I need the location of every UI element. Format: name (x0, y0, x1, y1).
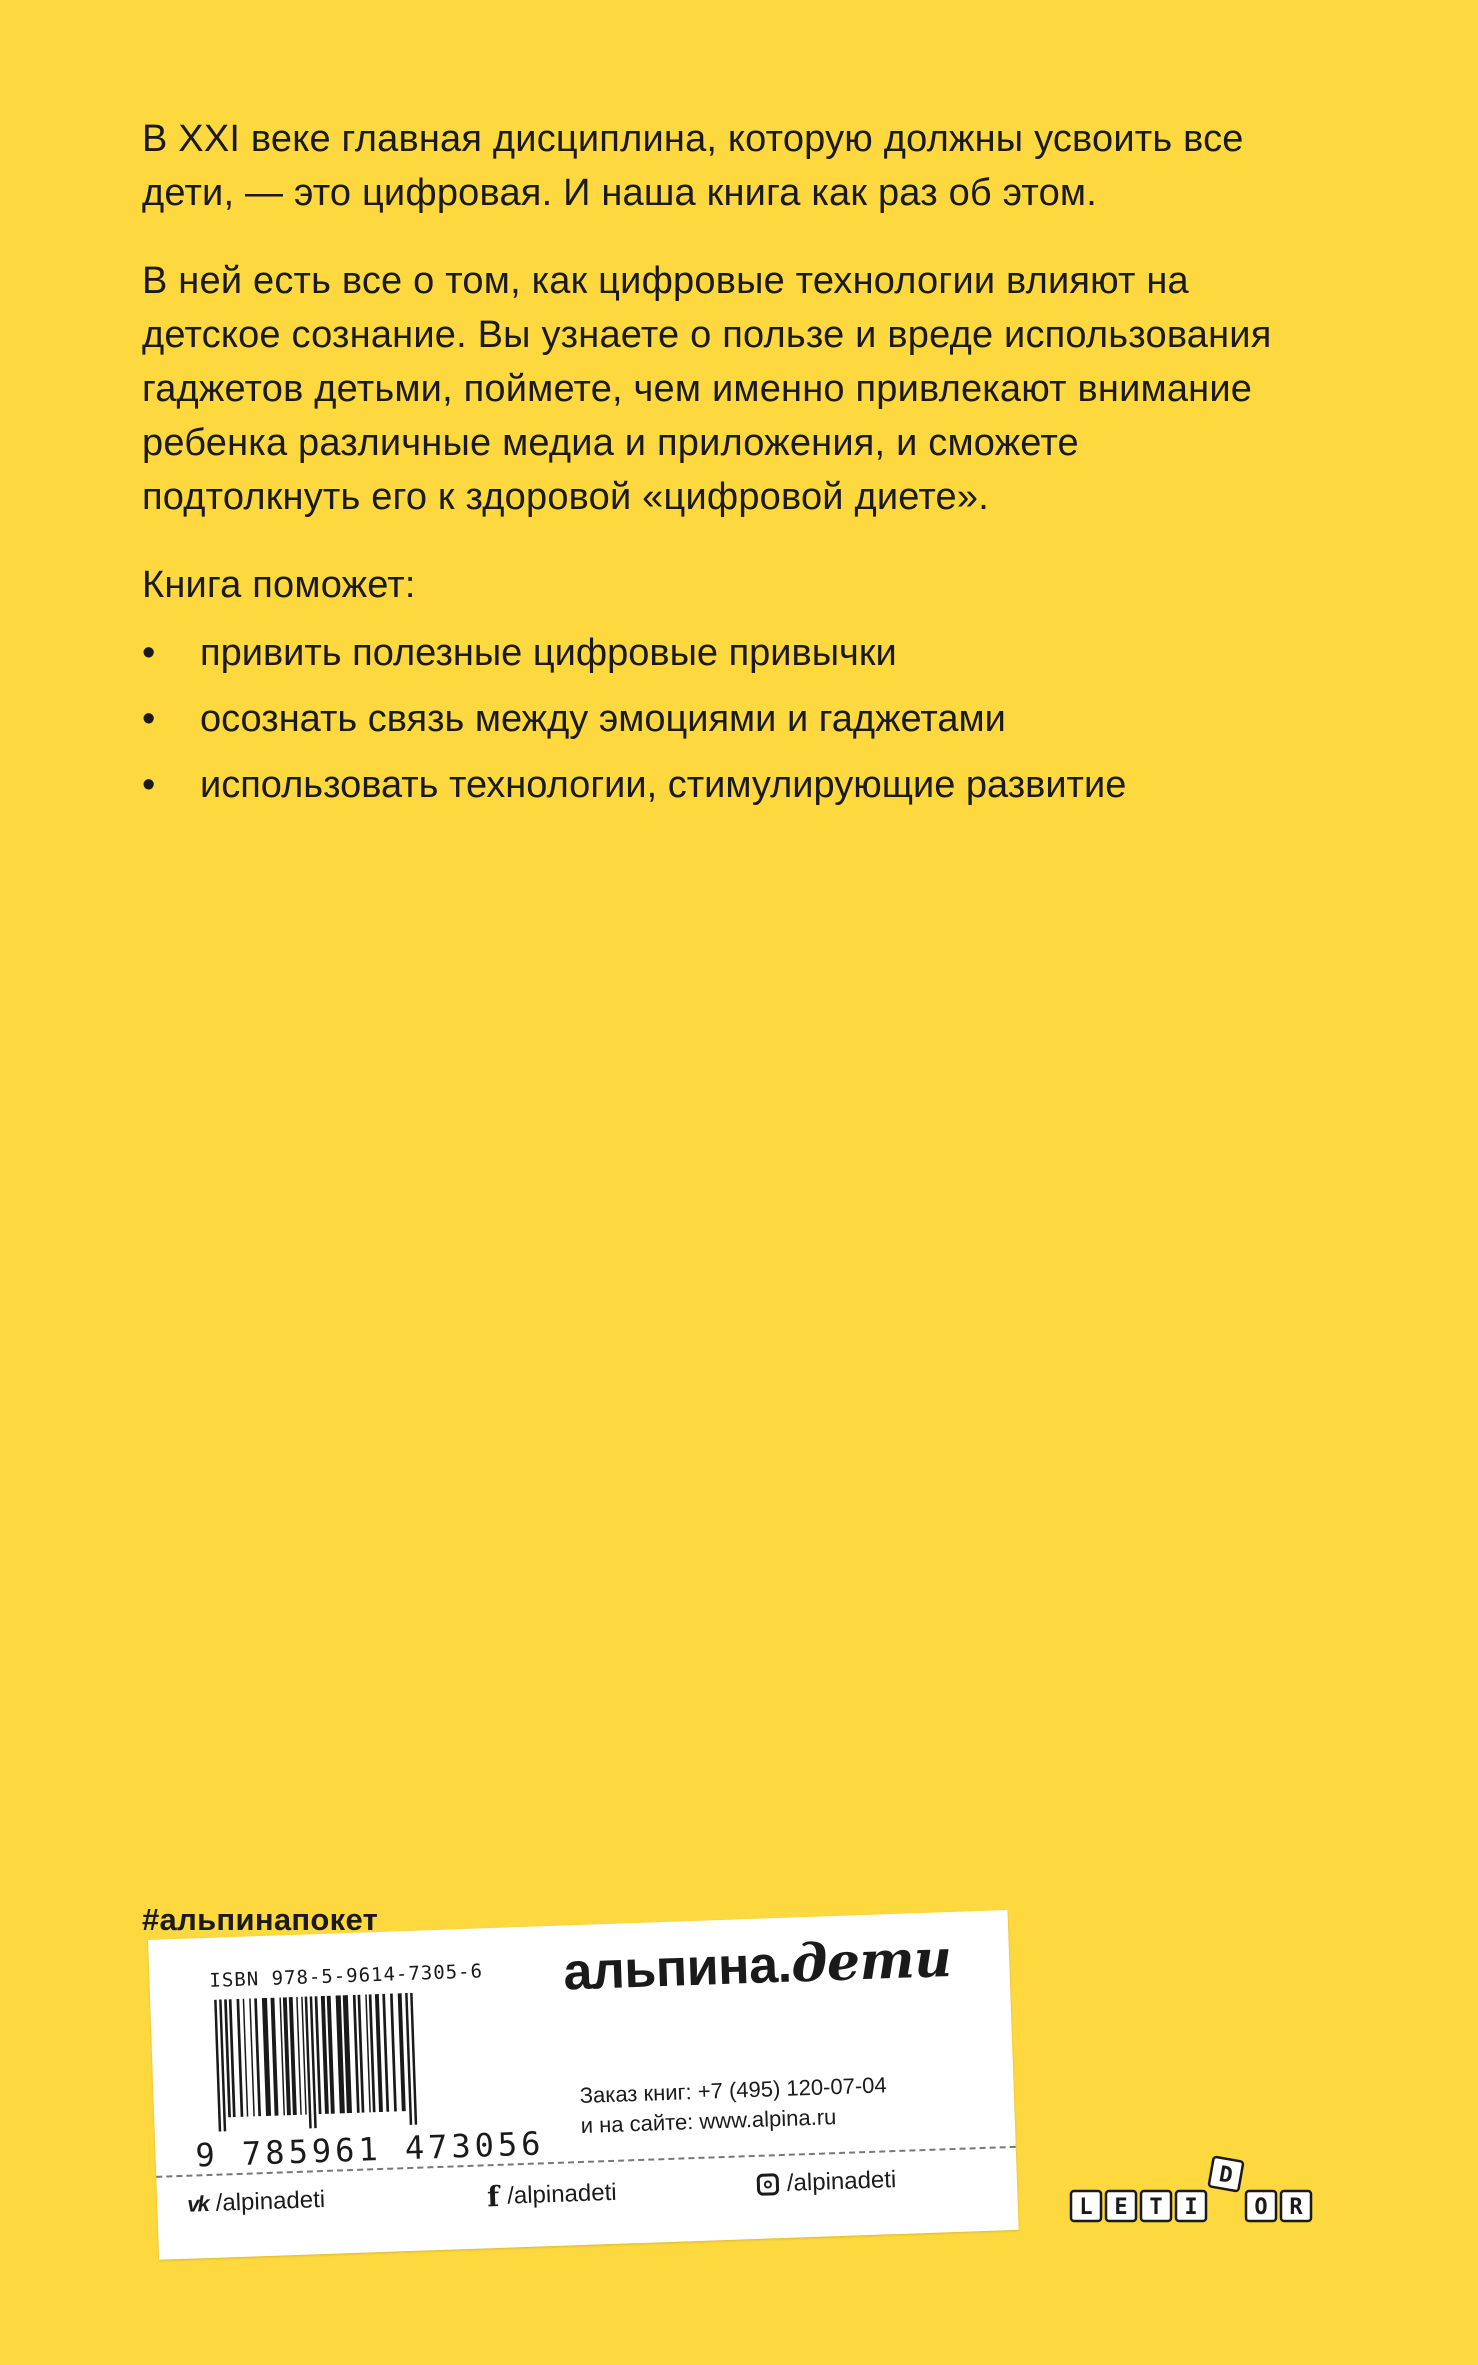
bullet-icon: • (142, 698, 156, 740)
letidor-letter-block (1071, 2191, 1101, 2221)
list-item: • использовать технологии, стимулирующие развитие (142, 758, 1292, 812)
barcode (210, 1987, 594, 2132)
letidor-logo (1067, 2155, 1347, 2225)
hashtag: #альпинапокет (142, 1902, 379, 1937)
letidor-letter-block (1209, 2157, 1244, 2192)
benefits-heading: Книга поможет: (142, 564, 416, 606)
vk-icon: vk (186, 2191, 209, 2217)
barcode-bar (398, 1993, 406, 2111)
bullet-icon: • (142, 764, 156, 806)
letidor-letter: O (1254, 2195, 1268, 2220)
list-item: • осознать связь между эмоциями и гаджетами (142, 692, 1292, 746)
barcode-bar (249, 1998, 255, 2116)
barcode-bar (270, 1998, 278, 2116)
barcode-bar (254, 1998, 261, 2116)
barcode-bar (390, 1993, 397, 2111)
letidor-letter: R (1289, 2195, 1303, 2220)
letidor-letter: E (1114, 2195, 1128, 2220)
publisher-sticker (148, 1910, 1019, 2260)
order-phone: Заказ книг: +7 (495) 120-07-04 (579, 2072, 888, 2109)
facebook-icon: f (486, 2179, 500, 2214)
letidor-letter: L (1079, 2195, 1093, 2220)
brand-hand: дети (790, 1927, 953, 1995)
publisher-logo (562, 1928, 952, 2003)
order-site: и на сайте: www.alpina.ru (580, 2104, 837, 2139)
social-instagram[interactable] (756, 2166, 896, 2199)
barcode-bar (262, 1998, 271, 2116)
intro-paragraph: В XXI веке главная дисциплина, которую должны усвоить все дети, — это цифровая. И наша книга как раз об этом. (142, 118, 1244, 214)
letidor-letter-block (1176, 2191, 1206, 2221)
letidor-letter: T (1149, 2195, 1163, 2220)
social-vk[interactable] (187, 2186, 326, 2219)
letidor-letter-block (1106, 2191, 1136, 2221)
barcode-bar (237, 1999, 244, 2117)
barcode-bar (382, 1994, 389, 2112)
list-item: • привить полезные цифровые привычки (142, 626, 1292, 680)
description-paragraph: В ней есть все о том, как цифровые технологии влияют на детское сознание. Вы узнаете о пользе и вреде использования гаджетов детьми, поймете, чем именно привлекают внимание ребенка различные медиа и приложения, и сможете подтолкнуть его к здоровой «цифровой диете». (142, 260, 1272, 518)
barcode-bar (315, 1996, 322, 2114)
instagram-icon (757, 2173, 780, 2196)
letidor-letter: D (1217, 2162, 1235, 2189)
letidor-letter: I (1184, 2195, 1198, 2220)
social-handle: /alpinadeti (215, 2185, 326, 2217)
barcode-number: 9 785961 473056 (194, 2124, 545, 2175)
benefits-list (142, 626, 1292, 812)
bullet-icon: • (142, 632, 156, 674)
brand-main: альпина. (562, 1935, 793, 2002)
letidor-letter-block (1281, 2191, 1311, 2221)
social-handle: /alpinadeti (506, 2178, 618, 2210)
back-cover-text (142, 112, 1292, 824)
letidor-letter-block (1246, 2191, 1276, 2221)
social-facebook[interactable] (487, 2176, 618, 2213)
barcode-bar (243, 1999, 249, 2117)
isbn-text: ISBN 978-5-9614-7305-6 (209, 1960, 484, 1992)
order-info (579, 2070, 888, 2141)
barcode-bar (296, 1997, 302, 2115)
letidor-letter-block (1141, 2191, 1171, 2221)
social-handle: /alpinadeti (786, 2166, 897, 2197)
barcode-bar (375, 1994, 383, 2112)
